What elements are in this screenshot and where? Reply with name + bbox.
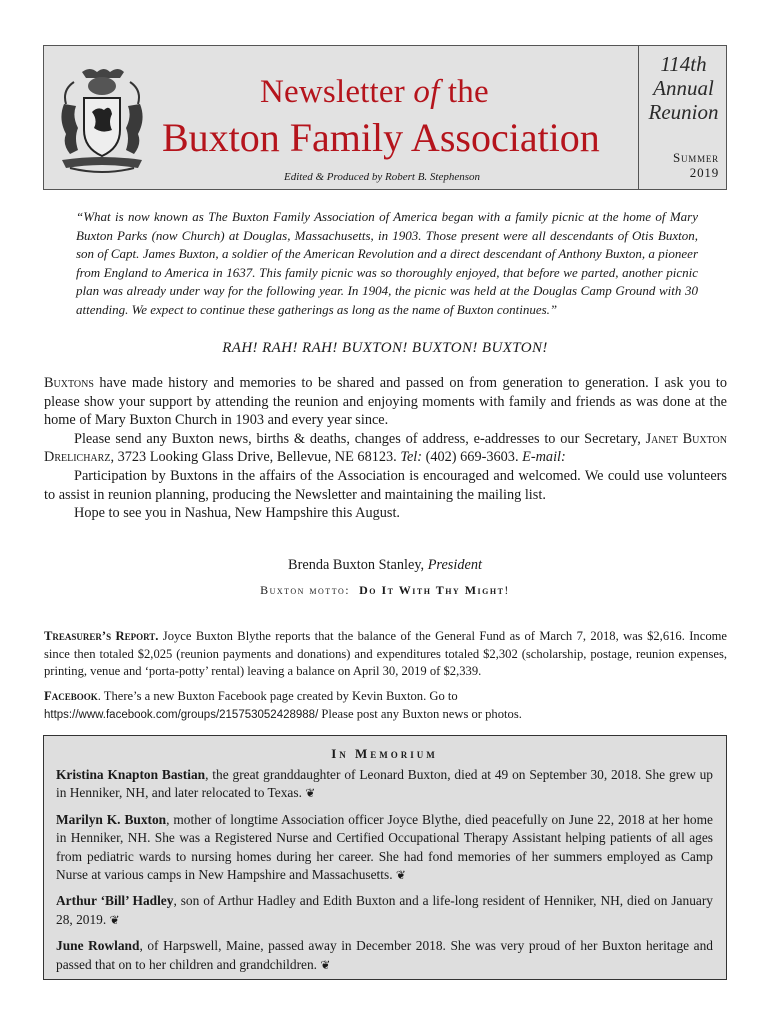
- memoriam-entry: June Rowland, of Harpswell, Maine, passed away in December 2018. She was very proud of her Buxton heritage and passed that on to her children and grandchildren. ❦: [56, 938, 713, 972]
- memoriam-entry: Marilyn K. Buxton, mother of longtime Association officer Joyce Blythe, died peacefully on June 22, 2018 at her home in Henniker, NH. She was a Registered Nurse and Certified Occupational Therapy Assistant helping patients of all ages from pediatric wards to nursing homes during her career. She had fond memories of her summers employed as Camp Nurse at various camps in New Hampshire and Massachusetts. ❦: [56, 811, 713, 883]
- association-title: Buxton Family Association: [162, 115, 600, 160]
- history-quote: “What is now known as The Buxton Family Association of America began with a family picnic at the home of Mary Buxton Parks (now Church) at Douglas, Massachusetts, in 1903. Those present were all descendants of Otis Buxton, son of Capt. James Buxton, a soldier of the American Revolution and a direct descendant of Anthony Buxton, a pioneer from England to America in 1637. This family picnic was so thoroughly enjoyed, that before we parted, another picnic plan was already under way for the following year. In 1904, the picnic was held at the Douglas Camp Ground with 30 attending. We expect to continue these gatherings as long as the name of Buxton continues.”: [76, 209, 698, 317]
- letter-paragraph: Please send any Buxton news, births & deaths, changes of address, e-addresses to our Secretary, Janet Buxton Drelicharz, 3723 Looking Glass Drive, Bellevue, NE 68123. Tel: (402) 669-3603. E-mail:: [44, 430, 727, 466]
- cheer-line: RAH! RAH! RAH! BUXTON! BUXTON! BUXTON!: [222, 340, 548, 356]
- letter-paragraph: Buxtons have made history and memories to be shared and passed on from generation to generation. I ask you to please show your support by attending the reunion and enjoying moments with family and friends as was done at the home of Mary Buxton Church in 1903 and every year since.: [44, 375, 727, 429]
- email-label: E-mail:: [522, 449, 566, 466]
- issue-season: Summer 2019: [672, 150, 719, 180]
- masthead: [43, 45, 727, 190]
- leaf-ornament-icon: ❦: [395, 868, 406, 883]
- memoriam-entry: Arthur ‘Bill’ Hadley, son of Arthur Hadley and Edith Buxton and a life-long resident of Henniker, NH, died on January 28, 2019. ❦: [56, 893, 713, 927]
- leaf-ornament-icon: ❦: [320, 957, 331, 972]
- leaf-ornament-icon: ❦: [305, 786, 316, 801]
- header-divider: [638, 46, 639, 189]
- memoriam-box: [43, 735, 727, 980]
- editor-credit: Edited & Produced by Robert B. Stephenson: [284, 171, 481, 183]
- leaf-ornament-icon: ❦: [109, 912, 120, 927]
- facebook-link[interactable]: https://www.facebook.com/groups/215753052428988/: [44, 708, 319, 721]
- letter-paragraph: Hope to see you in Nashua, New Hampshire this August.: [74, 505, 401, 522]
- president-signature: Brenda Buxton Stanley, President: [288, 557, 482, 573]
- family-crest-icon: [52, 64, 152, 179]
- memoriam-entry: Kristina Knapton Bastian, the great granddaughter of Leonard Buxton, died at 49 on September 30, 2018. She grew up in Henniker, NH, and later relocated to Texas. ❦: [56, 767, 713, 801]
- reunion-label: 114th Annual Reunion: [648, 52, 719, 124]
- memoriam-list: [56, 766, 713, 982]
- secretary-name: Janet Buxton Drelicharz: [44, 430, 727, 466]
- treasurer-report: Treasurer’s Report. Joyce Buxton Blythe reports that the balance of the General Fund as of March 7, 2018, was $2,616. Income since then totaled $2,025 (reunion payments and donations) and expenditures totaled $2,302 (scholarship, postage, reunion expenses, printing, venue and ‘porta-potty’ rental) leaving a balance on April 30, 2019 of $2,339.: [44, 629, 727, 679]
- letter-paragraph: Participation by Buxtons in the affairs of the Association is encouraged and welcomed. We could use volunteers to assist in reunion planning, producing the Newsletter and maintaining the mailing list.: [44, 467, 727, 503]
- facebook-notice: Facebook. There’s a new Buxton Facebook page created by Kevin Buxton. Go to https://www.facebook.com/groups/215753052428988/ Please post any Buxton news or photos.: [44, 689, 522, 721]
- memoriam-title: In Memorium: [331, 746, 438, 761]
- family-motto: Buxton motto: Do It With Thy Might!: [260, 583, 510, 597]
- president-letter: [44, 374, 727, 523]
- newsletter-title: Newsletter of the: [260, 74, 489, 110]
